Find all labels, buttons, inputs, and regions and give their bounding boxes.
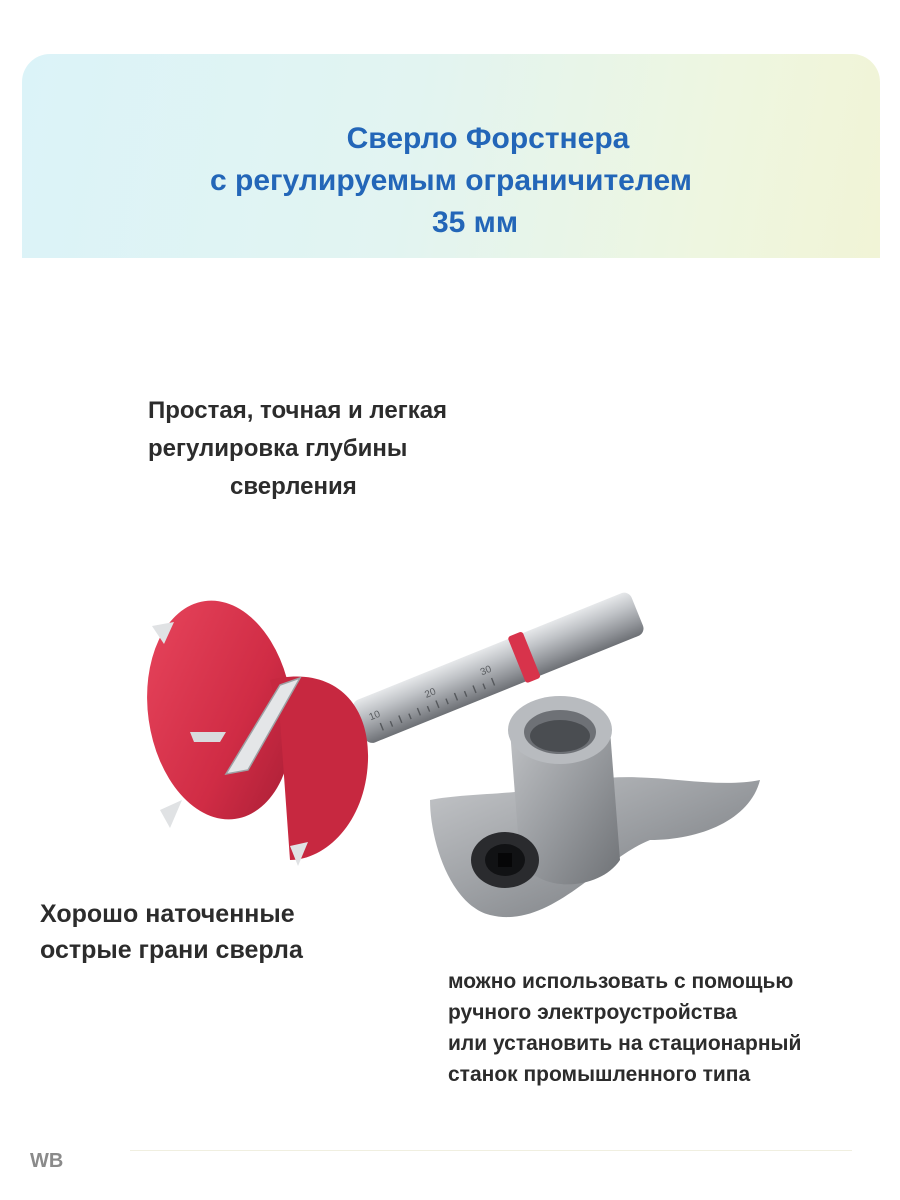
banner-title [22, 118, 880, 244]
title-line-1: Сверло Форстнера [346, 122, 630, 155]
product-photo [130, 560, 790, 920]
usage-caption-line-2: ручного электроустройства [448, 1001, 738, 1024]
usage-caption-line-3: или установить на стационарный [448, 1032, 802, 1055]
drill-head [133, 591, 368, 866]
usage-caption-line-4: станок промышленного типа [448, 1063, 751, 1086]
scale-mark: 30 [478, 663, 494, 679]
usage-caption [448, 966, 801, 1090]
depth-stop-collar [430, 696, 760, 917]
set-screw [471, 832, 539, 888]
depth-caption-line-3: сверления [230, 473, 357, 500]
footer-divider [130, 1150, 852, 1151]
sharp-edges-caption [40, 896, 303, 968]
depth-caption-line-2: регулировка глубины [148, 435, 408, 462]
title-line-2: с регулируемым ограничителем [210, 164, 692, 197]
depth-caption-line-1: Простая, точная и легкая [148, 397, 448, 424]
wb-logo: WB [30, 1150, 64, 1172]
edges-caption-line-2: острые грани сверла [40, 936, 303, 964]
scale-mark: 10 [367, 708, 383, 724]
edges-caption-line-1: Хорошо наточенные [40, 900, 295, 928]
title-line-3: 35 мм [431, 206, 519, 239]
title-banner [22, 54, 880, 258]
depth-adjustment-caption [148, 392, 447, 506]
usage-caption-line-1: можно использовать с помощью [448, 970, 794, 993]
scale-mark: 20 [423, 686, 438, 701]
